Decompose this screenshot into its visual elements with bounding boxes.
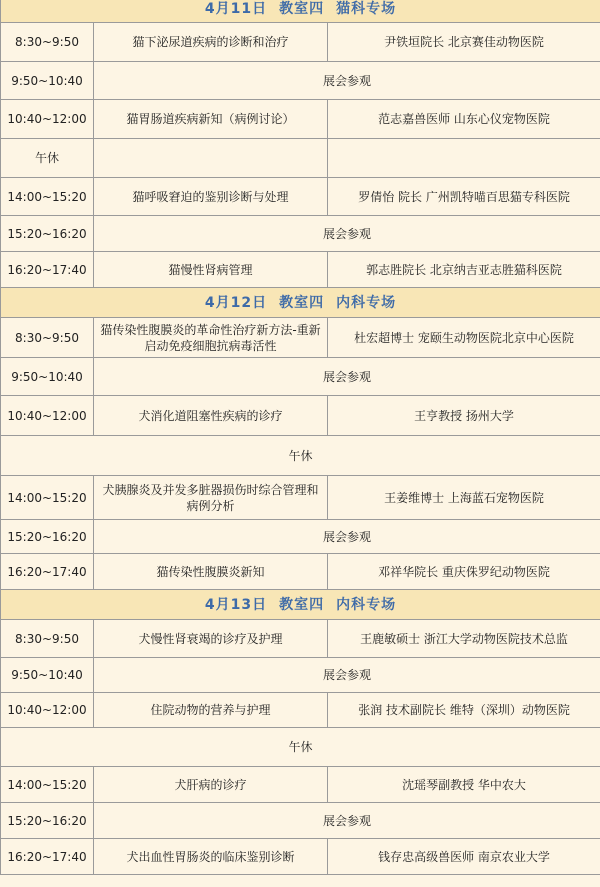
activity-cell: 展会参观 xyxy=(94,62,600,100)
schedule-row xyxy=(1,620,600,658)
time-cell: 14:00~15:20 xyxy=(1,476,94,520)
time-cell: 10:40~12:00 xyxy=(1,100,94,139)
topic-cell: 犬慢性肾衰竭的诊疗及护理 xyxy=(94,620,328,658)
activity-cell: 展会参观 xyxy=(94,358,600,396)
day-header-cell xyxy=(1,288,600,318)
time-cell: 16:20~17:40 xyxy=(1,252,94,288)
speaker-cell: 王鹿敏硕士 浙江大学动物医院技术总监 xyxy=(328,620,600,658)
time-cell: 16:20~17:40 xyxy=(1,839,94,875)
topic-cell: 猫呼吸窘迫的鉴别诊断与处理 xyxy=(94,178,328,216)
schedule-row xyxy=(1,23,600,62)
schedule-row xyxy=(1,728,600,767)
speaker-cell: 郭志胜院长 北京纳吉亚志胜猫科医院 xyxy=(328,252,600,288)
time-cell: 14:00~15:20 xyxy=(1,178,94,216)
day-header-cell xyxy=(1,0,600,23)
schedule-row xyxy=(1,839,600,875)
time-cell: 午休 xyxy=(1,139,94,178)
schedule-row xyxy=(1,62,600,100)
lunch-break-cell: 午休 xyxy=(1,728,600,767)
day-header-cell xyxy=(1,590,600,620)
schedule-row xyxy=(1,520,600,554)
time-cell: 15:20~16:20 xyxy=(1,803,94,839)
day-header xyxy=(1,288,600,318)
schedule-row xyxy=(1,803,600,839)
speaker-cell: 王亨教授 扬州大学 xyxy=(328,396,600,436)
activity-cell: 展会参观 xyxy=(94,216,600,252)
topic-cell: 犬肝病的诊疗 xyxy=(94,767,328,803)
topic-cell: 猫胃肠道疾病新知（病例讨论） xyxy=(94,100,328,139)
time-cell: 10:40~12:00 xyxy=(1,693,94,728)
time-cell: 9:50~10:40 xyxy=(1,658,94,693)
schedule-row xyxy=(1,476,600,520)
time-cell: 15:20~16:20 xyxy=(1,216,94,252)
activity-cell: 展会参观 xyxy=(94,520,600,554)
time-cell: 9:50~10:40 xyxy=(1,358,94,396)
topic-cell: 猫下泌尿道疾病的诊断和治疗 xyxy=(94,23,328,62)
speaker-cell: 张润 技术副院长 维特（深圳）动物医院 xyxy=(328,693,600,728)
speaker-cell: 钱存忠高级兽医师 南京农业大学 xyxy=(328,839,600,875)
day-track: 内科专场 xyxy=(336,294,397,311)
activity-cell: 展会参观 xyxy=(94,803,600,839)
schedule-row xyxy=(1,693,600,728)
time-cell: 8:30~9:50 xyxy=(1,620,94,658)
day-track: 内科专场 xyxy=(336,596,397,613)
schedule-row xyxy=(1,139,600,178)
topic-cell: 犬出血性胃肠炎的临床鉴别诊断 xyxy=(94,839,328,875)
speaker-cell: 罗倩怡 院长 广州凯特喵百思猫专科医院 xyxy=(328,178,600,216)
time-cell: 8:30~9:50 xyxy=(1,23,94,62)
topic-cell: 猫慢性肾病管理 xyxy=(94,252,328,288)
time-cell: 14:00~15:20 xyxy=(1,767,94,803)
speaker-cell: 王姜维博士 上海蓝石宠物医院 xyxy=(328,476,600,520)
time-cell: 15:20~16:20 xyxy=(1,520,94,554)
topic-cell: 犬胰腺炎及并发多脏器损伤时综合管理和病例分析 xyxy=(94,476,328,520)
topic-cell: 犬消化道阻塞性疾病的诊疗 xyxy=(94,396,328,436)
day-date: 4月13日 xyxy=(204,596,268,613)
schedule-body xyxy=(1,0,600,875)
schedule-row xyxy=(1,100,600,139)
activity-cell: 展会参观 xyxy=(94,658,600,693)
time-cell: 8:30~9:50 xyxy=(1,318,94,358)
day-room: 教室四 xyxy=(279,596,325,613)
topic-cell: 住院动物的营养与护理 xyxy=(94,693,328,728)
speaker-cell: 尹铁垣院长 北京赛佳动物医院 xyxy=(328,23,600,62)
schedule-row xyxy=(1,318,600,358)
speaker-cell xyxy=(328,139,600,178)
speaker-cell: 范志嘉兽医师 山东心仪宠物医院 xyxy=(328,100,600,139)
schedule-row xyxy=(1,358,600,396)
time-cell: 9:50~10:40 xyxy=(1,62,94,100)
speaker-cell: 邓祥华院长 重庆侏罗纪动物医院 xyxy=(328,554,600,590)
time-cell: 10:40~12:00 xyxy=(1,396,94,436)
schedule-row xyxy=(1,658,600,693)
speaker-cell: 沈瑶琴副教授 华中农大 xyxy=(328,767,600,803)
schedule-row xyxy=(1,767,600,803)
lunch-break-cell: 午休 xyxy=(1,436,600,476)
day-date: 4月11日 xyxy=(204,0,268,17)
schedule-row xyxy=(1,216,600,252)
day-track: 猫科专场 xyxy=(336,0,397,17)
schedule-row xyxy=(1,178,600,216)
topic-cell xyxy=(94,139,328,178)
schedule-row xyxy=(1,252,600,288)
topic-cell: 猫传染性腹膜炎的革命性治疗新方法-重新启动免疫细胞抗病毒活性 xyxy=(94,318,328,358)
schedule-row xyxy=(1,554,600,590)
schedule-row xyxy=(1,396,600,436)
topic-cell: 猫传染性腹膜炎新知 xyxy=(94,554,328,590)
day-room: 教室四 xyxy=(279,0,325,17)
day-header xyxy=(1,0,600,23)
day-room: 教室四 xyxy=(279,294,325,311)
day-date: 4月12日 xyxy=(204,294,268,311)
speaker-cell: 杜宏超博士 宠颐生动物医院北京中心医院 xyxy=(328,318,600,358)
day-header xyxy=(1,590,600,620)
time-cell: 16:20~17:40 xyxy=(1,554,94,590)
schedule-row xyxy=(1,436,600,476)
